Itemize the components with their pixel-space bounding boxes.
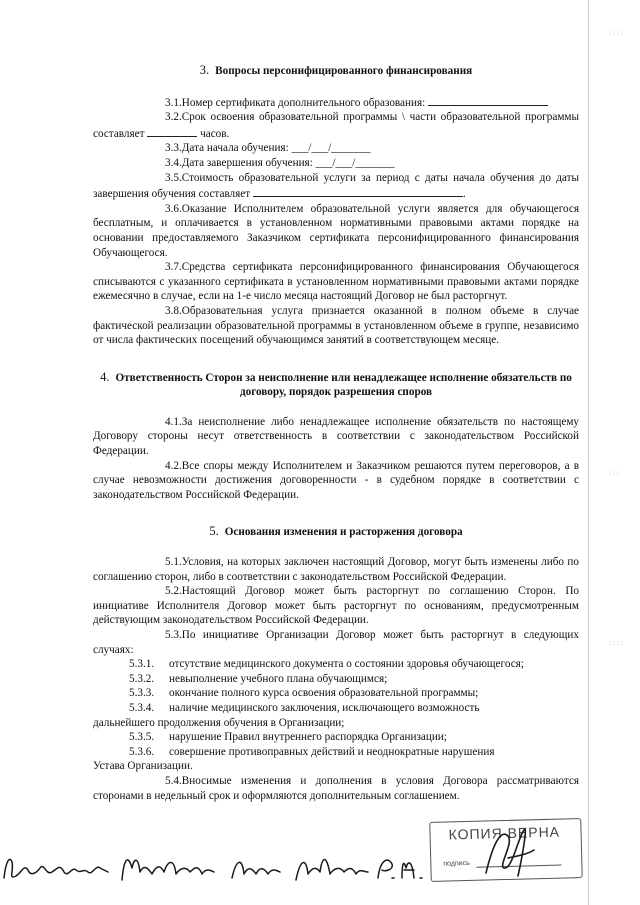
clause-text: нарушение Правил внутреннего распорядка Организации;	[169, 731, 447, 744]
section-3-title	[93, 63, 579, 79]
section-number: 4.	[100, 369, 110, 384]
section-title-text: Вопросы персонифицированного финансирования	[215, 65, 473, 77]
clause-5-4	[93, 774, 579, 803]
handwritten-signature-line	[0, 838, 430, 898]
clause-3-2	[93, 110, 579, 141]
blank-line	[428, 94, 548, 106]
clause-text: Образовательная услуга признается оказанной в полном объеме в случае фактической реализации образовательной программы в установленном объеме в группе, независимо от числа фактических посещений обучающимся занятий в соответствующем месяце.	[93, 304, 579, 347]
clause-number: 3.1.	[165, 96, 182, 109]
clause-number: 5.3.3.	[129, 687, 155, 700]
clause-5-3-6-continued	[93, 759, 579, 774]
clause-text: Условия, на которых заключен настоящий Договор, могут быть изменены либо по соглашению сторон, либо в соответствии с законодательством Российской Федерации.	[93, 556, 579, 583]
clause-3-8	[93, 304, 579, 348]
clause-5-1	[93, 555, 579, 584]
clause-text: наличие медицинского заключения, исключающего возможность	[169, 701, 480, 714]
clause-text: Стоимость образовательной услуги за период с даты начала обучения до даты завершения обучения составляет	[93, 171, 579, 201]
section-number: 3.	[199, 63, 210, 77]
clause-number: 5.4.	[165, 774, 182, 787]
clause-text: Срок освоения образовательной программы \ части образовательной программы составляет	[93, 111, 579, 140]
section-4-title	[93, 370, 579, 400]
clause-text: Номер сертификата дополнительного образования:	[181, 96, 426, 109]
section-5-title	[93, 524, 579, 540]
stamp-sign-label: подпись	[443, 859, 470, 868]
clause-5-3-6	[93, 745, 579, 760]
clause-5-3-4-continued	[93, 716, 579, 731]
clause-3-3	[93, 141, 579, 156]
clause-number: 5.3.2.	[129, 672, 155, 685]
stamp-title: КОПИЯ ВЕРНА	[448, 823, 561, 843]
clause-number: 5.3.4.	[129, 701, 155, 714]
clause-text: Настоящий Договор может быть расторгнут по соглашению Сторон. По инициативе Исполнителя Договор может быть расторгнут по основаниям, предусмотренным действующим законодательством Российской Федерации.	[93, 585, 579, 627]
date-blank: ___/___/_______	[291, 142, 371, 155]
blank-line	[253, 185, 463, 197]
clause-5-3-5	[93, 730, 579, 745]
clause-number: 5.1.	[165, 556, 182, 569]
clause-4-1	[93, 415, 579, 459]
clause-number: 5.3.5.	[129, 731, 155, 744]
clause-3-4	[93, 156, 579, 171]
scan-margin-line	[588, 0, 589, 905]
clause-number: 3.3.	[165, 142, 182, 155]
clause-text: дальнейшего продолжения обучения в Организации;	[93, 716, 345, 729]
clause-number: 4.2.	[165, 459, 182, 472]
clause-number: 3.8.	[165, 304, 182, 317]
clause-3-6	[93, 202, 579, 260]
clause-text: окончание полного курса освоения образовательной программы;	[169, 687, 479, 700]
clause-number: 5.3.1.	[129, 658, 155, 671]
clause-text: отсутствие медицинского документа о состоянии здоровья обучающегося;	[169, 658, 524, 671]
clause-5-3-3	[93, 686, 579, 701]
clause-text: Оказание Исполнителем образовательной услуги является для обучающегося бесплатным, и оплачивается в установленном нормативными правовыми актами порядке на основании предоставляемого Заказчиком сертификата персонифицированного финансирования Обучающегося.	[93, 202, 579, 259]
clause-number: 3.6.	[165, 202, 182, 215]
clause-number: 3.7.	[165, 261, 182, 274]
clause-text: Дата завершения обучения:	[181, 156, 313, 169]
clause-3-7	[93, 260, 579, 304]
date-blank: ___/___/_______	[315, 156, 395, 169]
clause-text: Средства сертификата персонифицированного финансирования Обучающегося списываются с указанного сертификата в установленном нормативными правовыми актами порядке ежемесячно в случае, если на 1-е число месяца настоящий Договор не был расторгнут.	[93, 261, 579, 303]
section-number: 5.	[209, 524, 219, 539]
clause-text: Все споры между Исполнителем и Заказчиком решаются путем переговоров, а в случае невозможности достижения договоренности - в судебном порядке в соответствии с законодательством Российской Федерации.	[93, 459, 579, 501]
clause-3-5	[93, 171, 579, 202]
clause-5-3-2	[93, 672, 579, 687]
clause-text: невыполнение учебного плана обучающимся;	[169, 672, 388, 685]
contract-body	[93, 63, 579, 803]
scan-margin-mark: ::::	[608, 30, 625, 37]
scan-margin-mark: :::	[608, 470, 621, 477]
clause-number: 5.3.6.	[129, 745, 155, 758]
clause-4-2	[93, 459, 579, 503]
clause-text: Вносимые изменения и дополнения в условия Договора рассматриваются сторонами в недельный срок и оформляются дополнительным соглашением.	[93, 774, 579, 802]
clause-text: По инициативе Организации Договор может быть расторгнут в следующих случаях:	[93, 629, 579, 656]
section-title-text: Основания изменения и расторжения договора	[224, 526, 463, 539]
clause-tail: часов.	[200, 127, 230, 140]
clause-text: За неисполнение либо ненадлежащее исполнение обязательств по настоящему Договору стороны несут ответственность в соответствии с законодательством Российской Федерации.	[93, 415, 579, 458]
clause-number: 3.5.	[165, 171, 182, 184]
clause-text: Устава Организации.	[93, 760, 193, 773]
clause-number: 3.2.	[165, 111, 182, 124]
scan-margin-mark: ::::	[608, 640, 625, 647]
clause-5-3	[93, 628, 579, 657]
blank-line	[147, 125, 197, 137]
clause-3-1	[93, 94, 579, 111]
clause-number: 3.4.	[165, 156, 182, 169]
clause-number: 5.3.	[165, 629, 182, 641]
stamp-signature	[478, 818, 538, 888]
clause-number: 5.2.	[165, 585, 182, 598]
section-title-text: Ответственность Сторон за неисполнение или ненадлежащее исполнение обязательств по договору, порядок разрешения споров	[115, 371, 572, 399]
clause-text: Дата начала обучения:	[181, 142, 289, 155]
clause-tail: .	[462, 188, 466, 201]
clause-number: 4.1.	[165, 415, 182, 428]
clause-5-2	[93, 584, 579, 628]
clause-5-3-1	[93, 657, 579, 672]
clause-5-3-4	[93, 701, 579, 716]
clause-text: совершение противоправных действий и неоднократные нарушения	[169, 745, 495, 758]
